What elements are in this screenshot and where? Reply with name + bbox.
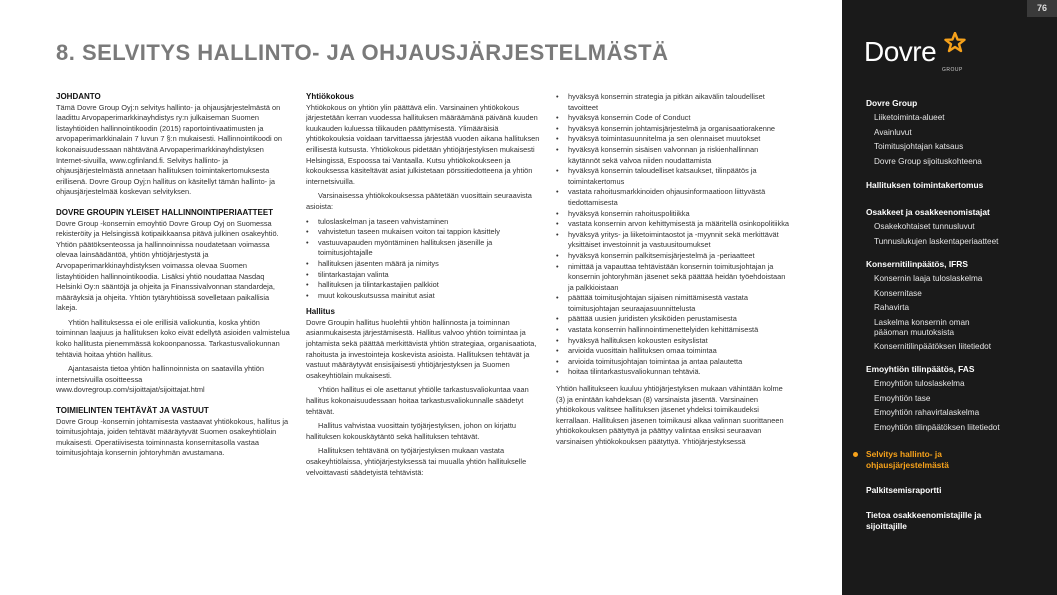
paragraph: Dovre Group -konsernin johtamisesta vastaavat yhtiökokous, hallitus ja toimitusjohtaja, joiden tehtävät määräytyvät Suomen osakeyhtiölain mukaisesti. Operatiivisesta toiminnasta konsernitasolla vastaa toimitusjohtaja konsernin johtoryhmän avustamana. (56, 416, 289, 458)
nav-item[interactable]: Emoyhtiön tilinpäätöksen liitetiedot (874, 422, 1000, 432)
nav-item[interactable]: Liiketoiminta-alueet (874, 113, 945, 122)
list-item: • vastuuvapauden myöntäminen hallituksen jäsenille ja toimitusjohtajalle (306, 238, 540, 259)
list-item: • hallituksen jäsenten määrä ja nimitys (306, 259, 540, 270)
nav-item[interactable]: Emoyhtiön tuloslaskelma (874, 379, 965, 388)
nav-item[interactable]: Tunnuslukujen laskentaperiaatteet (874, 236, 999, 246)
nav-section-tietoa-sijoittajille[interactable]: Tietoa osakkeenomistajille ja sijoittajille (866, 510, 982, 531)
text-column-1 (56, 92, 290, 463)
list-item: • vastata konsernin arvon kehittymisestä ja määritellä osinkopolitiikka (556, 219, 792, 230)
nav-active-label: Selvitys hallinto- ja ohjausjärjestelmästä (866, 449, 949, 470)
list-item: • hyväksyä konsernin taloudelliset katsaukset, tilinpäätös ja toimintakertomus (556, 166, 792, 187)
nav-item[interactable]: Dovre Group sijoituskohteena (874, 156, 982, 166)
nav-section-konsernitilinpaatos[interactable]: Konsernitilinpäätös, IFRS (866, 259, 968, 269)
nav-section-emoyhtion-tilinpaatos[interactable]: Emoyhtiön tilinpäätös, FAS (866, 364, 975, 374)
paragraph: Varsinaisessa yhtiökokouksessa päätetään vuosittain seuraavista asioista: (306, 191, 532, 211)
list-item: • hyväksyä konsernin palkitsemisjärjestelmä ja -periaatteet (556, 251, 792, 262)
list-item: • arvioida vuosittain hallituksen omaa toimintaa (556, 346, 792, 357)
paragraph: Yhtiön hallitukseen kuuluu yhtiöjärjestyksen mukaan vähintään kolme (3) ja enintään kahdeksan (8) varsinaista jäsentä. Varsinainen yhtiökokous valitsee hallituksen jäsenet yhdeksi toimikaudeksi kerrallaan. Hallituksen jäsenen toimikausi alkaa valinnan suorittaneen yhtiökokouksen päätyttyä ja päättyy valintaa ensiksi seuraavan varsinaisen yhtiökokouksen päätyttyä. Yhtiöjärjestyksessä (556, 384, 784, 446)
nav-section-dovre-group[interactable]: Dovre Group (866, 98, 918, 108)
list-item: • päättää toimitusjohtajan sijaisen nimittämisestä vastata toimitusjohtajan seuraajasuunnittelusta (556, 293, 792, 314)
paragraph: Dovre Groupin hallitus huolehtii yhtiön hallinnosta ja toiminnan asianmukaisesta järjestämisestä. Hallitus valvoo yhtiön toimintaa ja johtamista sekä päättää merkittävistä yhtiön strategiaa, organisaatiota, rahoitusta ja investointeja koskevista asioista. Hallituksen tehtävät ja vastuut määräytyvät ensisijaisesti yhtiöjärjestyksen ja Suomen osakeyhtiölain mukaisesti. (306, 317, 537, 380)
paragraph: Ajantasaista tietoa yhtiön hallinnoinnista on saatavilla yhtiön internetsivuilla osoitteessa www.dovregroup.com/sijoittajat/sijoittajat.html (56, 364, 264, 395)
paragraph: Yhtiön hallitus ei ole asettanut yhtiölle tarkastusvaliokuntaa vaan hallitus kokonaisuudessaan hoitaa tarkastusvaliokunnalle säädetyt tehtävät. (306, 385, 529, 416)
list-item: • hallituksen ja tilintarkastajien palkkiot (306, 280, 540, 291)
list-item: • hyväksyä konsernin sisäisen valvonnan ja riskienhallinnan käytännöt sekä valvoa niiden noudattamista (556, 145, 792, 166)
nav-section-selvitys-active[interactable] (866, 449, 1046, 471)
text-column-2 (306, 92, 540, 482)
list-item: • päättää uusien juridisten yksiköiden perustamisesta (556, 314, 792, 325)
logo-group-text: GROUP (942, 67, 963, 73)
nav-section-palkitsemisraportti[interactable]: Palkitsemisraportti (866, 485, 942, 495)
nav-item[interactable]: Rahavirta (874, 303, 910, 312)
nav-section-osakkeet[interactable]: Osakkeet ja osakkeenomistajat (866, 207, 990, 217)
nav-item[interactable]: Konsernitase (874, 288, 922, 298)
paragraph: Yhtiön hallituksessa ei ole erillisiä valiokuntia, koska yhtiön toiminnan laajuus ja hallituksen koko eivät edellytä asioiden valmistelua koko hallitusta pienemmässä kokoonpanossa. Tarkastusvaliokunnan tehtäviä hoitaa yhtiön hallitus. (56, 317, 290, 359)
nav-item[interactable]: Emoyhtiön rahavirtalaskelma (874, 408, 980, 417)
sidebar (842, 0, 1057, 595)
nav-item[interactable]: Laskelma konsernin oman pääoman muutoksista (874, 317, 970, 337)
page-number: 76 (1027, 0, 1057, 17)
logo-wordmark: Dovre (864, 36, 937, 67)
dovre-logo (864, 36, 963, 73)
star-icon (944, 32, 966, 54)
list-item: • tilintarkastajan valinta (306, 270, 540, 281)
paragraph: Tämä Dovre Group Oyj:n selvitys hallinto- ja ohjausjärjestelmästä on laadittu Arvopaperimarkkinayhdistys ry:n julkaiseman Suomen listayhtiöiden hallinnointikoodin (2015) raportointivaatimusten ja arvopaperimarkkinalain 7 luvun 7 §:n mukaisesti. Hallinnointikoodi on kokonaisuudessaan nähtävänä Arvopaperimarkkinayhdistyksen Internet-sivuilla, www.cgfinland.fi. Selvitys hallinto- ja ohjausjärjestelmästä annetaan hallituksen toimintakertomuksesta erillisenä. Dovre Group Oyj:n hallitus on käsitellyt tämän hallinto- ja ohjausjärjestelmää koskevan selvityksen. (56, 102, 282, 197)
section-nav (866, 98, 1046, 532)
list-item: • hyväksyä konsernin johtamisjärjestelmä ja organisaatiorakenne (556, 124, 792, 135)
list-item: • hyväksyä yritys- ja liiketoimintaostot ja -myynnit sekä merkittävät yksittäiset investoinnit ja vastuusitoumukset (556, 230, 792, 251)
list-item: • hyväksyä konsernin rahoituspolitiikka (556, 209, 792, 220)
page-title: 8. SELVITYS HALLINTO- JA OHJAUSJÄRJESTELMÄSTÄ (56, 40, 669, 65)
nav-item[interactable]: Emoyhtiön tase (874, 393, 931, 403)
heading-hallitus: Hallitus (306, 307, 335, 317)
list-item: • vastata konsernin hallinnointimenettelyiden kehittämisestä (556, 325, 792, 336)
paragraph: Yhtiökokous on yhtiön ylin päättävä elin. Varsinainen yhtiökokous järjestetään kerran vuodessa hallituksen määräämänä päivänä kuuden kuukauden kuluessa tilikauden päättymisestä. Ylimääräisiä yhtiökokouksia voidaan tarvittaessa järjestää vuoden aikana hallituksen erillisestä kutsusta. Yhtiökokous pidetään yhtiöjärjestyksen mukaisesti Helsingissä, Espoossa tai Vantaalla. Kutsu yhtiökokoukseen ja kokouksessa käsiteltävät asiat julkistetaan pörssitiedotteena ja yhtiön internetsivuilla. (306, 102, 540, 186)
nav-item[interactable]: Konsernin laaja tuloslaskelma (874, 274, 983, 283)
list-item: • hyväksyä hallituksen kokousten esityslistat (556, 336, 792, 347)
nav-section-toimintakertomus[interactable]: Hallituksen toimintakertomus (866, 180, 984, 190)
list-item: • hyväksyä konsernin Code of Conduct (556, 113, 792, 124)
active-dot-icon (853, 452, 858, 457)
nav-item[interactable]: Konsernitilinpäätöksen liitetiedot (874, 341, 991, 351)
list-item: • muut kokouskutsussa mainitut asiat (306, 291, 540, 302)
list-item: • vahvistetun taseen mukaisen voiton tai tappion käsittely (306, 227, 540, 238)
heading-johdanto: JOHDANTO (56, 92, 101, 101)
list-item: • arvioida toimitusjohtajan toimintaa ja antaa palautetta (556, 357, 792, 368)
list-item: • hyväksyä konsernin strategia ja pitkän aikavälin taloudelliset tavoitteet (556, 92, 792, 113)
yhtiokokous-list (306, 217, 540, 302)
list-item: • nimittää ja vapauttaa tehtävistään konsernin toimitusjohtajan ja konsernin johtoryhmän jäsenet sekä päättää heidän työehdoistaan ja palkkioistaan (556, 262, 792, 294)
heading-yhtiokokous: Yhtiökokous (306, 92, 355, 101)
nav-item[interactable]: Toimitusjohtajan katsaus (874, 142, 964, 151)
list-item: • hyväksyä toimintasuunnitelma ja sen olennaiset muutokset (556, 134, 792, 145)
nav-item[interactable]: Avainluvut (874, 127, 912, 137)
paragraph: Hallituksen tehtävänä on työjärjestyksen mukaan vastata osakeyhtiölaissa, yhtiöjärjestyksessä tai muualla yhtiön hallitukselle velvoittavasti säädetyistä tehtävistä: (306, 446, 527, 477)
list-item: • tuloslaskelman ja taseen vahvistaminen (306, 217, 540, 228)
nav-item[interactable]: Osakekohtaiset tunnusluvut (874, 222, 975, 231)
heading-toimielinten-tehtavat: TOIMIELINTEN TEHTÄVÄT JA VASTUUT (56, 406, 209, 416)
list-item: • vastata rahoitusmarkkinoiden ohjausinformaatioon liittyvästä tiedottamisesta (556, 187, 792, 208)
paragraph: Dovre Group -konsernin emoyhtiö Dovre Group Oyj on Suomessa rekisteröity ja Helsingissä kotipaikkaansa pitävä julkinen osakeyhtiö. Yhtiön päätöksenteossa ja hallinnoinnissa noudatetaan voimassa olevaa lainsäädäntöä, yhtiön yhtiöjärjestystä ja Arvopaperimarkkinayhdistyksen voimassa olevaa Suomen listayhtiöiden hallinnointikoodia. Lisäksi yhtiö noudattaa Nasdaq Helsinki Oy:n sääntöjä ja ohjeita ja Finanssivalvonnan standardeja, määräyksiä ja ohjeita. Yhtiön tytäryhtiöissä sovelletaan paikallisia lakeja. (56, 218, 279, 313)
hallitus-tehtavat-list (556, 92, 792, 378)
heading-yleiset-periaatteet: DOVRE GROUPIN YLEISET HALLINNOINTIPERIAATTEET (56, 207, 274, 217)
list-item: • hoitaa tilintarkastusvaliokunnan tehtäviä. (556, 367, 792, 378)
paragraph: Hallitus vahvistaa vuosittain työjärjestyksen, johon on kirjattu hallituksen kokouskäytäntö sekä hallituksen tehtävät. (306, 421, 517, 441)
text-column-3 (556, 92, 792, 452)
